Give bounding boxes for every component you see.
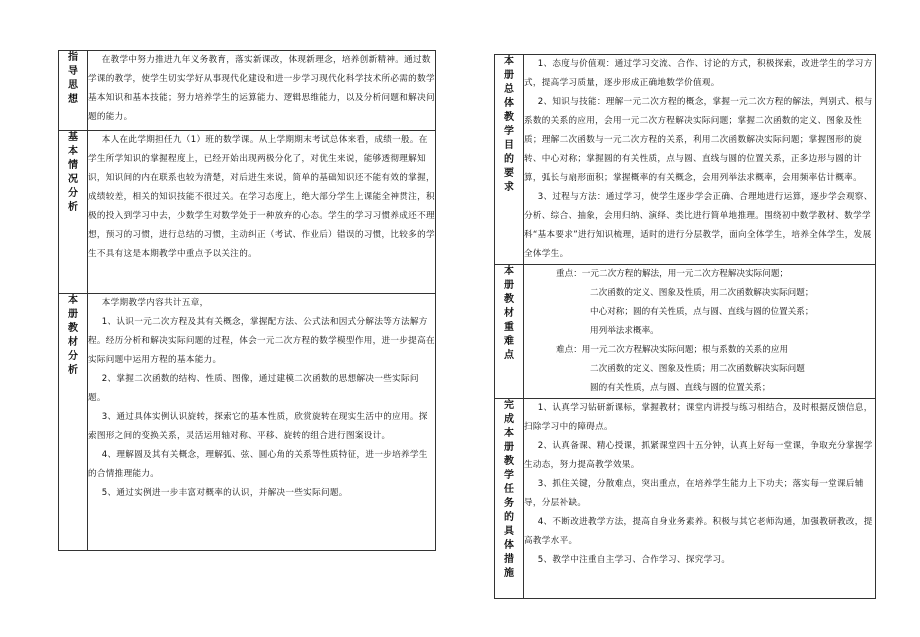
textbook-analysis-item: 4、理解圆及其有关概念，理解弧、弦、圆心角的关系等性质特征，进一步培养学生的合情推理能力。 — [88, 450, 428, 479]
basic-situation-content — [88, 131, 436, 294]
guiding-ideology-label: 指导思想 — [68, 52, 78, 105]
guiding-ideology-label-cell — [59, 51, 88, 131]
basic-situation-paragraph: 本人在此学期担任九（1）班的数学课。从上学期期末考试总体来看，成绩一般。在学生所学知识的掌握程度上，已经开始出现两极分化了，对优生来说，能够透彻理解知识，知识间的内在联系也较为清楚，对后进生来说，简单的基础知识还不能有效的掌握，成绩较差，相关的知识技能不很过关。在学习态度上，绝大部分学生上课能全神贯注，积极的投入到学习中去，少数学生对数学处于一种放弃的心态。学生的学习习惯养成还不理想，预习的习惯，进行总结的习惯，主动纠正（考试、作业后）错误的习惯，比较多的学生不具有这是本期教学中重点予以关注的。 — [88, 135, 435, 259]
teaching-goals-item: 3、过程与方法：通过学习，使学生逐步学会正确、合理地进行运算，逐步学会观察、分析、综合、抽象，会用归纳、演绎、类比进行简单地推理。围绕初中数学教材、数学学科“基本要求”进行知识梳理，适时的进行分层教学，面向全体学生，培养全体学生，发展全体学生。 — [524, 192, 873, 259]
basic-situation-row — [59, 131, 436, 294]
textbook-analysis-item: 2、掌握二次函数的结构、性质、图像，通过建模二次函数的思想解决一些实际问题。 — [88, 374, 419, 403]
teaching-goals-label-cell — [495, 55, 524, 265]
key-point-line: 二次函数的定义、图象及性质，用二次函数解决实际问题； — [590, 288, 814, 298]
difficult-point-line: 二次函数的定义、图象及性质；用二次函数解决实际问题 — [590, 364, 805, 374]
difficult-point-line: 难点：用一元二次方程解决实际问题；根与系数的关系的应用 — [556, 345, 789, 355]
key-point-line: 重点：一元二次方程的解法，用一元二次方程解决实际问题； — [556, 269, 789, 279]
key-difficult-points-content — [524, 265, 876, 399]
teaching-goals-content — [524, 55, 876, 265]
measures-content — [524, 399, 876, 599]
textbook-analysis-row — [59, 294, 436, 551]
measure-item: 1、认真学习钻研新课标，掌握教材；课堂内讲授与练习相结合，及时根据反馈信息，扫除学习中的障碍点。 — [524, 403, 873, 432]
measure-item: 2、认真备课、精心授课，抓紧课堂四十五分钟，认真上好每一堂课，争取充分掌握学生动态，努力提高教学效果。 — [524, 441, 873, 470]
basic-situation-label-cell — [59, 131, 88, 294]
key-point-line: 用列举法求概率。 — [590, 326, 659, 336]
textbook-analysis-intro: 本学期教学内容共计五章， — [101, 298, 209, 308]
measures-row — [495, 399, 876, 599]
guiding-ideology-content — [88, 51, 436, 131]
textbook-analysis-item: 1、认识一元二次方程及其有关概念，掌握配方法、公式法和因式分解法等方法解方程。经历分析和解决实际问题的过程，体会一元二次方程的数学模型作用，进一步提高在实际问题中运用方程的基本能力。 — [88, 317, 435, 365]
measure-item: 4、不断改进教学方法，提高自身业务素养。积极与其它老师沟通，加强教研教改，提高教学水平。 — [524, 517, 873, 546]
key-difficult-points-row — [495, 265, 876, 399]
measure-item: 5、教学中注重自主学习、合作学习、探究学习。 — [537, 555, 731, 565]
key-difficult-points-label: 本册教材重难点 — [504, 266, 514, 361]
measure-item: 3、抓住关键，分散难点，突出重点，在培养学生能力上下功夫；落实每一堂课后辅导，分层补缺。 — [524, 479, 864, 508]
right-plan-table — [494, 54, 876, 599]
guiding-ideology-paragraph: 在教学中努力推进九年义务教育，落实新课改，体现新理念，培养创新精神。通过数学课的教学，使学生切实学好从事现代化建设和进一步学习现代化科学技术所必需的数学基本知识和基本技能；努力培养学生的运算能力、逻辑思维能力，以及分析问题和解决问题的能力。 — [88, 55, 435, 122]
textbook-analysis-content — [88, 294, 436, 551]
key-difficult-points-label-cell — [495, 265, 524, 399]
textbook-analysis-item: 5、通过实例进一步丰富对概率的认识，并解决一些实际问题。 — [101, 488, 348, 498]
textbook-analysis-label-cell — [59, 294, 88, 551]
textbook-analysis-label: 本册教材分析 — [68, 295, 78, 376]
teaching-goals-item: 2、知识与技能：理解一元二次方程的概念，掌握一元二次方程的解法，判别式、根与系数的关系的应用，会用一元二次方程解决实际问题；掌握二次函数的定义、图象及性质；理解二次函数与一元二次方程的关系，利用二次函数解决实际问题；掌握图形的旋转、中心对称；掌握圆的有关性质，点与圆、直线与圆的位置关系，正多边形与圆的计算，弧长与扇形面积；掌握概率的有关概念，会用列举法求概率，会用频率估计概率。 — [524, 97, 873, 183]
measures-label: 完成本册教学任务的具体措施 — [504, 400, 514, 579]
teaching-goals-label: 本册总体教学目的要求 — [504, 56, 514, 193]
guiding-ideology-row — [59, 51, 436, 131]
difficult-point-line: 圆的有关性质，点与圆、直线与圆的位置关系； — [590, 383, 771, 393]
left-plan-table — [58, 50, 436, 551]
teaching-goals-row — [495, 55, 876, 265]
measures-label-cell — [495, 399, 524, 599]
teaching-goals-item: 1、态度与价值观：通过学习交流、合作、讨论的方式，积极探索，改进学生的学习方式，提高学习质量，逐步形成正确地数学价值观。 — [524, 59, 873, 88]
basic-situation-label: 基本情况分析 — [68, 132, 78, 213]
key-point-line: 中心对称；圆的有关性质，点与圆、直线与圆的位置关系； — [590, 307, 814, 317]
textbook-analysis-item: 3、通过具体实例认识旋转，探索它的基本性质，欣赏旋转在现实生活中的应用。探索图形之间的变换关系，灵活运用轴对称、平移、旋转的组合进行图案设计。 — [88, 412, 428, 441]
